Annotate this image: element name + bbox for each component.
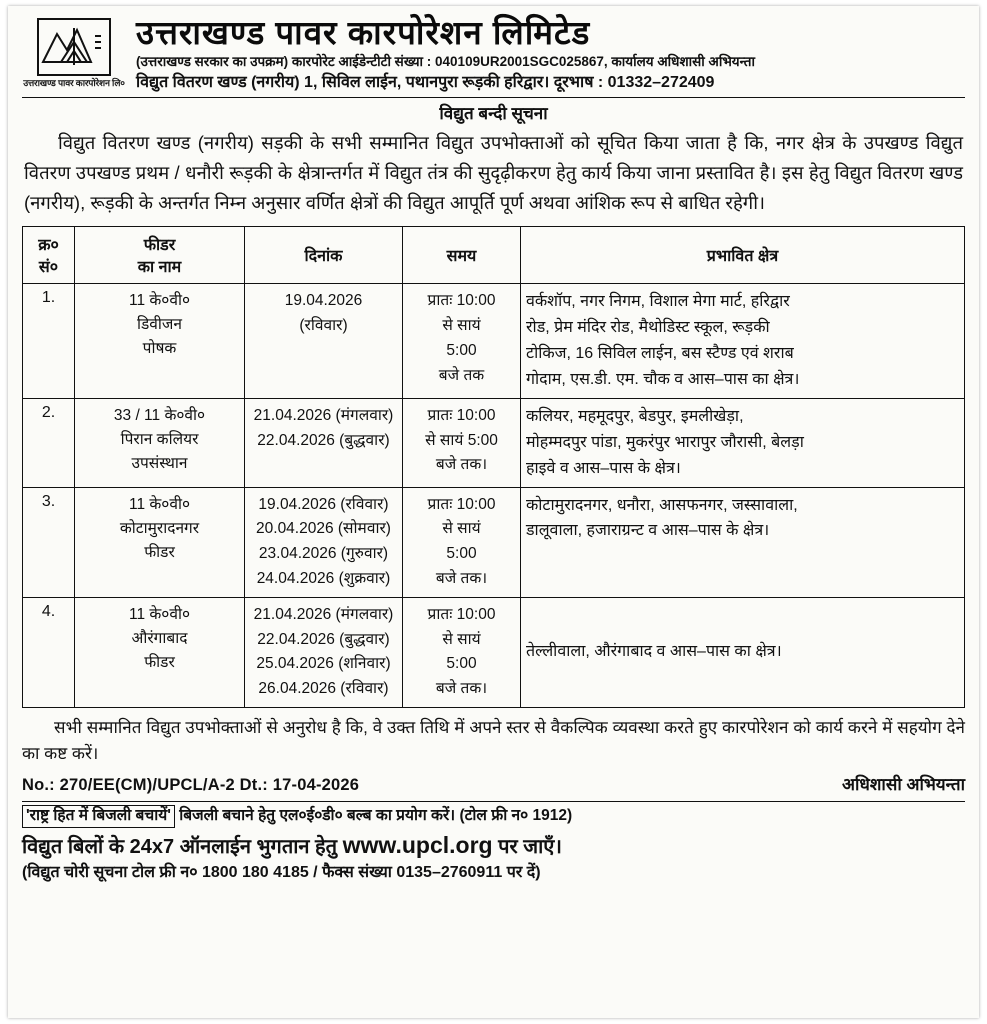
letterhead [22,14,965,93]
header-divider [22,97,965,98]
cell-time: प्रातः 10:00 से सायं 5:00 बजे तक [403,284,521,399]
document-title: विद्युत बन्दी सूचना [439,104,548,124]
cell-serial: 3. [23,487,75,597]
cell-feeder: 11 के०वी० औरंगाबाद फीडर [75,597,245,707]
cell-serial: 1. [23,284,75,399]
banner-payment-post: पर जाएँ। [498,835,562,858]
banner-payment-pre: विद्युत बिलों के 24x7 ऑनलाईन भुगतान हेतु [22,835,338,858]
banner-line-online-payment [22,830,965,861]
table-row [23,284,965,399]
column-header-date: दिनांक [245,227,403,284]
banner-slogan-boxed: 'राष्ट्र हित में बिजली बचायें' [22,805,175,828]
cell-dates: 21.04.2026 (मंगलवार) 22.04.2026 (बुद्धवार) [245,398,403,487]
cell-affected-area: वर्कशॉप, नगर निगम, विशाल मेगा मार्ट, हरिद्वार रोड, प्रेम मंदिर रोड, मैथोडिस्ट स्कूल, रूड़की टोकिज, 16 सिविल लाईन, बस स्टैण्ड एवं शराब गोदाम, एस.डी. एम. चौक व आस–पास का क्षेत्र। [521,284,965,399]
upcl-mountain-logo-icon [22,14,126,88]
footer-note-text: सभी सम्मानित विद्युत उपभोक्ताओं से अनुरोध है कि, वे उक्त तिथि में अपने स्तर से वैकल्पिक व्यवस्था करते हुए कारपोरेशन को कार्य करने में सहयोग देने का कष्ट करें। [22,717,965,764]
cell-dates: 21.04.2026 (मंगलवार) 22.04.2026 (बुद्धवार) 25.04.2026 (शनिवार) 26.04.2026 (रविवार) [245,597,403,707]
notice-paragraph [22,128,965,218]
cell-dates: 19.04.2026 (रविवार) 20.04.2026 (सोमवार) 23.04.2026 (गुरुवार) 24.04.2026 (शुक्रवार) [245,487,403,597]
cell-feeder: 11 के०वी० कोटामुरादनगर फीडर [75,487,245,597]
cell-affected-area: कोटामुरादनगर, धनौरा, आसफनगर, जस्सावाला, डालूवाला, हजाराग्रन्ट व आस–पास के क्षेत्र। [521,487,965,597]
notice-paragraph-text: विद्युत वितरण खण्ड (नगरीय) सड़की के सभी सम्मानित विद्युत उपभोक्ताओं को सूचित किया जाता है कि, नगर क्षेत्र के उपखण्ड विद्युत वितरण उपखण्ड प्रथम / धनौरी रूड़की के क्षेत्रान्तर्गत में विद्युत तंत्र की सुदृढ़ीकरण हेतु कार्य किया जाना प्रस्तावित है। इस हेतु विद्युत वितरण खण्ड (नगरीय), रूड़की के अन्तर्गत निम्न अनुसार वर्णित क्षेत्रों की विद्युत आपूर्ति पूर्ण अथवा आंशिक रूप से बाधित रहेगी। [24,132,963,214]
cell-serial: 4. [23,597,75,707]
notice-sheet [8,6,979,1018]
cell-feeder: 33 / 11 के०वी० पिरान कलियर उपसंस्थान [75,398,245,487]
reference-row [22,772,965,795]
footer-request-note [22,715,965,768]
table-row [23,597,965,707]
cell-affected-area: कलियर, महमूदपुर, बेडपुर, इमलीखेड़ा, मोहम्मदपुर पांडा, मुकरंपुर भारापुर जौरासी, बेलड़ा हाइवे व आस–पास के क्षेत्र। [521,398,965,487]
upcl-website-link[interactable]: www.upcl.org [342,831,493,858]
table-header-row [23,227,965,284]
column-header-area: प्रभावित क्षेत्र [521,227,965,284]
banner-line-save-power [22,805,965,828]
signatory-designation: अधिशासी अभियन्ता [842,774,965,794]
logo-caption: उत्तराखण्ड पावर कारपोरेशन लि० [23,78,125,88]
table-row [23,398,965,487]
cell-time: प्रातः 10:00 से सायं 5:00 बजे तक। [403,487,521,597]
table-row [23,487,965,597]
cell-dates: 19.04.2026 (रविवार) [245,284,403,399]
organisation-address-line: विद्युत वितरण खण्ड (नगरीय) 1, सिविल लाईन, पथानपुरा रूड़की हरिद्वार। दूरभाष : 01332–272409 [136,73,715,91]
banner-slogan-rest: बिजली बचाने हेतु एल०ई०डी० बल्ब का प्रयोग करें। (टोल फ्री न० 1912) [179,806,573,824]
cell-time: प्रातः 10:00 से सायं 5:00 बजे तक। [403,597,521,707]
awareness-banner [22,801,965,884]
cell-affected-area: तेल्लीवाला, औरंगाबाद व आस–पास का क्षेत्र। [521,597,965,707]
organisation-cin-line: (उत्तराखण्ड सरकार का उपक्रम) कारपोरेट आईडेन्टीटी संख्या : 040109UR2001SGC025867, कार्यालय अधिशासी अभियन्ता [136,53,755,69]
cell-time: प्रातः 10:00 से सायं 5:00 बजे तक। [403,398,521,487]
table-body [23,284,965,708]
outage-schedule-table [22,226,965,708]
column-header-feeder: फीडर का नाम [75,227,245,284]
cell-serial: 2. [23,398,75,487]
cell-feeder: 11 के०वी० डिवीजन पोषक [75,284,245,399]
column-header-serial: क्र० सं० [23,227,75,284]
banner-line-theft-helpline: (विद्युत चोरी सूचना टोल फ्री न० 1800 180 4185 / फैक्स संख्या 0135–2760911 पर दें) [22,863,541,881]
reference-number: No.: 270/EE(CM)/UPCL/A-2 Dt.: 17-04-2026 [22,775,360,794]
organisation-name: उत्तराखण्ड पावर कारपोरेशन लिमिटेड [136,14,591,51]
column-header-time: समय [403,227,521,284]
